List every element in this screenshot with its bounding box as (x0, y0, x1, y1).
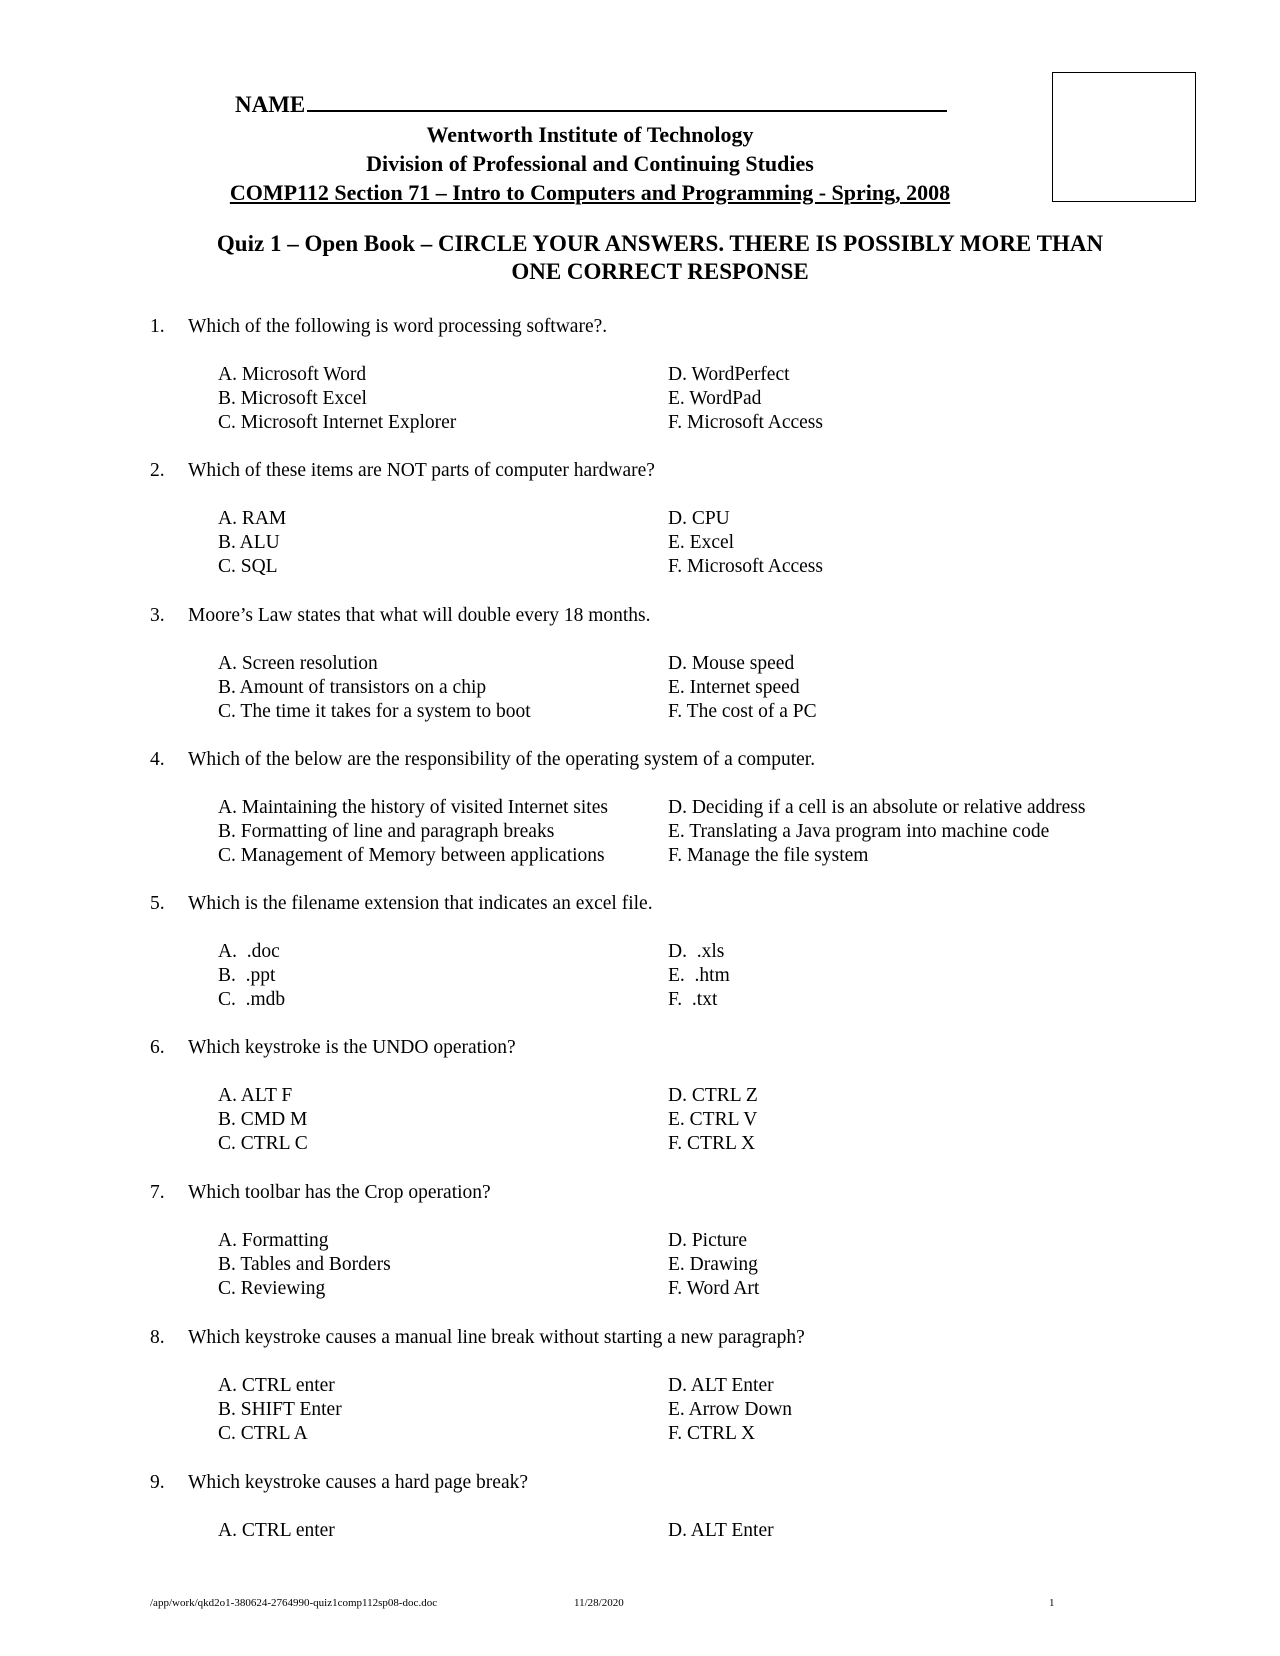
question-number: 6. (150, 1037, 165, 1058)
answer-option[interactable]: F. Word Art (668, 1278, 760, 1299)
question-text: Which keystroke causes a hard page break? (188, 1472, 529, 1493)
question-number: 7. (150, 1182, 165, 1203)
name-label: NAME (235, 92, 306, 117)
answer-option[interactable]: B. Formatting of line and paragraph breaks (218, 821, 555, 842)
answer-option[interactable]: C. SQL (218, 556, 278, 577)
answer-option[interactable]: A. RAM (218, 508, 287, 529)
answer-option[interactable]: D. Deciding if a cell is an absolute or relative address (668, 797, 1086, 818)
answer-option[interactable]: F. CTRL X (668, 1133, 756, 1154)
answer-option[interactable]: A. .doc (218, 941, 280, 962)
answer-option[interactable]: E. .htm (668, 965, 730, 986)
answer-option[interactable]: A. ALT F (218, 1085, 293, 1106)
name-field (235, 92, 947, 118)
answer-option[interactable]: C. CTRL A (218, 1423, 308, 1444)
answer-option[interactable]: E. Internet speed (668, 677, 800, 698)
answer-option[interactable]: F. Manage the file system (668, 845, 869, 866)
answer-option[interactable]: C. The time it takes for a system to boot (218, 701, 531, 722)
answer-option[interactable]: B. CMD M (218, 1109, 308, 1130)
question-text: Moore’s Law states that what will double every 18 months. (188, 605, 651, 626)
answer-option[interactable]: A. Microsoft Word (218, 364, 367, 385)
question-text: Which of the below are the responsibility of the operating system of a computer. (188, 749, 816, 770)
question-text: Which of the following is word processing software?. (188, 316, 608, 337)
answer-option[interactable]: F. .txt (668, 989, 718, 1010)
answer-option[interactable]: D. ALT Enter (668, 1375, 774, 1396)
answer-option[interactable]: B. ALU (218, 532, 280, 553)
answer-option[interactable]: D. Mouse speed (668, 653, 795, 674)
question-number: 4. (150, 749, 165, 770)
question-text: Which is the filename extension that indicates an excel file. (188, 893, 653, 914)
division-heading: Division of Professional and Continuing Studies (366, 151, 814, 176)
answer-option[interactable]: B. SHIFT Enter (218, 1399, 342, 1420)
question-number: 9. (150, 1472, 165, 1493)
answer-option[interactable]: C. .mdb (218, 989, 286, 1010)
footer-file-path: /app/work/qkd2o1-380624-2764990-quiz1comp112sp08-doc.doc (150, 1597, 438, 1609)
question-number: 1. (150, 316, 165, 337)
answer-option[interactable]: B. .ppt (218, 965, 276, 986)
answer-option[interactable]: D. Picture (668, 1230, 748, 1251)
answer-option[interactable]: A. CTRL enter (218, 1520, 335, 1541)
answer-option[interactable]: E. WordPad (668, 388, 762, 409)
answer-option[interactable]: A. Maintaining the history of visited Internet sites (218, 797, 608, 818)
answer-option[interactable]: B. Tables and Borders (218, 1254, 391, 1275)
answer-option[interactable]: A. CTRL enter (218, 1375, 335, 1396)
answer-option[interactable]: C. Microsoft Internet Explorer (218, 412, 457, 433)
answer-option[interactable]: C. CTRL C (218, 1133, 308, 1154)
answer-option[interactable]: D. CTRL Z (668, 1085, 758, 1106)
answer-option[interactable]: F. Microsoft Access (668, 412, 823, 433)
answer-option[interactable]: C. Management of Memory between applications (218, 845, 605, 866)
answer-option[interactable]: E. Excel (668, 532, 735, 553)
question-text: Which toolbar has the Crop operation? (188, 1182, 491, 1203)
question-number: 3. (150, 605, 165, 626)
name-blank-line (307, 92, 947, 112)
answer-option[interactable]: D. WordPerfect (668, 364, 790, 385)
answer-option[interactable]: B. Microsoft Excel (218, 388, 367, 409)
question-number: 8. (150, 1327, 165, 1348)
answer-option[interactable]: E. Drawing (668, 1254, 758, 1275)
question-text: Which keystroke causes a manual line break without starting a new paragraph? (188, 1327, 805, 1348)
answer-option[interactable]: E. Arrow Down (668, 1399, 793, 1420)
answer-option[interactable]: E. Translating a Java program into machine code (668, 821, 1050, 842)
answer-option[interactable]: A. Formatting (218, 1230, 329, 1251)
question-number: 2. (150, 460, 165, 481)
answer-option[interactable]: B. Amount of transistors on a chip (218, 677, 487, 698)
footer-page-number: 1 (1049, 1597, 1055, 1609)
answer-option[interactable]: A. Screen resolution (218, 653, 378, 674)
footer-date: 11/28/2020 (574, 1597, 624, 1609)
answer-option[interactable]: D. CPU (668, 508, 730, 529)
question-text: Which of these items are NOT parts of computer hardware? (188, 460, 655, 481)
course-heading: COMP112 Section 71 – Intro to Computers and Programming - Spring, 2008 (229, 180, 951, 205)
quiz-title-line-2: ONE CORRECT RESPONSE (511, 259, 809, 284)
quiz-title-line-1: Quiz 1 – Open Book – CIRCLE YOUR ANSWERS. THERE IS POSSIBLY MORE THAN (216, 231, 1104, 256)
institution-heading: Wentworth Institute of Technology (426, 122, 754, 147)
question-number: 5. (150, 893, 165, 914)
answer-option[interactable]: F. CTRL X (668, 1423, 756, 1444)
question-text: Which keystroke is the UNDO operation? (188, 1037, 516, 1058)
answer-option[interactable]: D. .xls (668, 941, 725, 962)
answer-option[interactable]: D. ALT Enter (668, 1520, 774, 1541)
quiz-title (90, 230, 1230, 286)
answer-option[interactable]: E. CTRL V (668, 1109, 758, 1130)
answer-option[interactable]: F. Microsoft Access (668, 556, 823, 577)
answer-option[interactable]: C. Reviewing (218, 1278, 326, 1299)
answer-option[interactable]: F. The cost of a PC (668, 701, 817, 722)
